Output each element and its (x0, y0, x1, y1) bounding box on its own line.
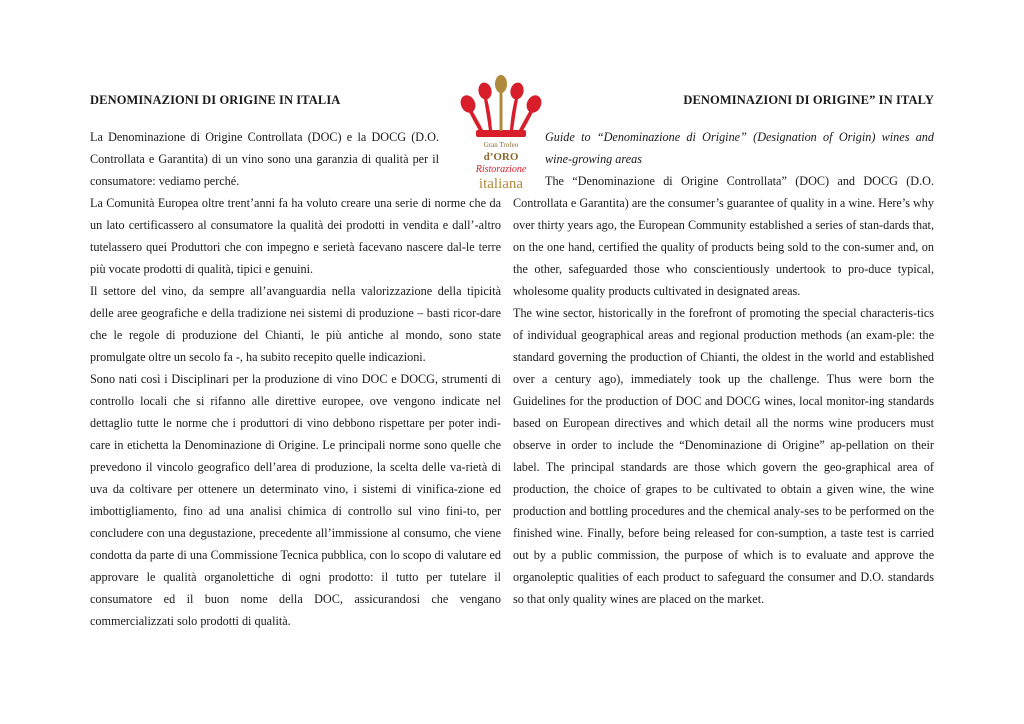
logo-line1: Gran Trofeo (483, 141, 519, 149)
logo-spacer-left (439, 126, 501, 192)
english-column (513, 126, 934, 610)
english-paragraph-1: The “Denominazione di Origine Controllata” (DOC) and DOCG (D.O. Controllata e Garantita) are the consumer’s guarantee of quality in a wine. Here’s why over thirty years ago, the European Community established a series of stan-dards that, on the one hand, certified the quality of products being sold to the con-sumer and, on the other, safeguarded those who conscientiously undertook to pro-duce typical, wholesome quality products cultivated in designated areas. (513, 174, 934, 298)
logo-line4: italiana (478, 176, 524, 192)
italian-column (90, 126, 501, 632)
logo-spacer-right (513, 126, 545, 192)
english-paragraph-2: The wine sector, historically in the forefront of promoting the special characteris-tics of individual geographical areas and regional production methods (an exam-ple: the standard governing the production of Chianti, the oldest in the world and established over a century ago), immediately took up the challenge. Thus were born the Guidelines for the production of DOC and DOCG wines, local monitor-ing standards based on European directives and which detail all the norms wine producers must observe in order to include the “Denominazione di Origine” ap-pellation on their label. The principal standards are those which govern the geo-graphical area of production, the choice of grapes to be cultivated to obtain a given wine, the wine production and bottling procedures and the chemical analy-ses to be performed on the finished wine. Finally, before being released for con-sumption, a taste test is carried out by a public commission, the purpose of which is to evaluate and approve the organoleptic qualities of each product to safeguard the consumer and D.O. standards so that only quality wines are placed on the market. (513, 306, 934, 606)
italian-paragraph-4: Sono nati così i Disciplinari per la produzione di vino DOC e DOCG, strumenti di controllo locali che si rifanno alle direttive europee, ove vengono indicate nel dettaglio tutte le norme che i produttori di vino debbono rispettare per poter indi-care in etichetta la Denominazione di Origine. Le principali norme sono quelle che prevedono il vincolo geografico dell’area di produzione, la scelta delle va-rietà di uva da coltivare per ottenere un determinato vino, i sistemi di vinifica-zione ed imbottigliamento, fino ad una analisi chimica di controllo sul vino fini-to, per concludere con una degustazione, precedente all’immissione al consumo, che viene condotta da parte di una Commissione Tecnica pubblica, con lo scopo di valutare ed approvare le qualità organolettiche di ogni prodotto: il tutto per tutelare il consumatore ed il buon nome della DOC, assicurandosi che vengano commercializzati solo prodotti di qualità. (90, 372, 501, 628)
logo-line3: Ristorazione (475, 164, 527, 175)
heading-english: DENOMINAZIONI DI ORIGINE” IN ITALY (683, 93, 934, 107)
italian-paragraph-2: La Comunità Europea oltre trent’anni fa ha voluto creare una serie di norme che da un lato certificassero al consumatore la qualità dei prodotti in vendita e dall’-altro tutelassero quei Produttori che con impegno e serietà facevano nascere dal-le terre più vocate prodotti di qualità, tipici e genuini. (90, 196, 501, 276)
italian-paragraph-3: Il settore del vino, da sempre all’avanguardia nella valorizzazione della tipicità delle aree geografiche e della tradizione nei sistemi di produzione – basti ricor-dare che le regole di produzione del Chianti, le più antiche al mondo, sono state promulgate oltre un secolo fa -, ha subito recepito quelle indicazioni. (90, 284, 501, 364)
italian-paragraph-1: La Denominazione di Origine Controllata (DOC) e la DOCG (D.O. Controllata e Garantita) di un vino sono una garanzia di qualità per il consumatore: vediamo perché. (90, 130, 439, 188)
english-guide-subtitle: Guide to “Denominazione di Origine” (Designation of Origin) wines and wine-growing areas (545, 130, 934, 166)
heading-italian: DENOMINAZIONI DI ORIGINE IN ITALIA (90, 93, 341, 107)
logo-line2: d’ORO (483, 151, 519, 163)
